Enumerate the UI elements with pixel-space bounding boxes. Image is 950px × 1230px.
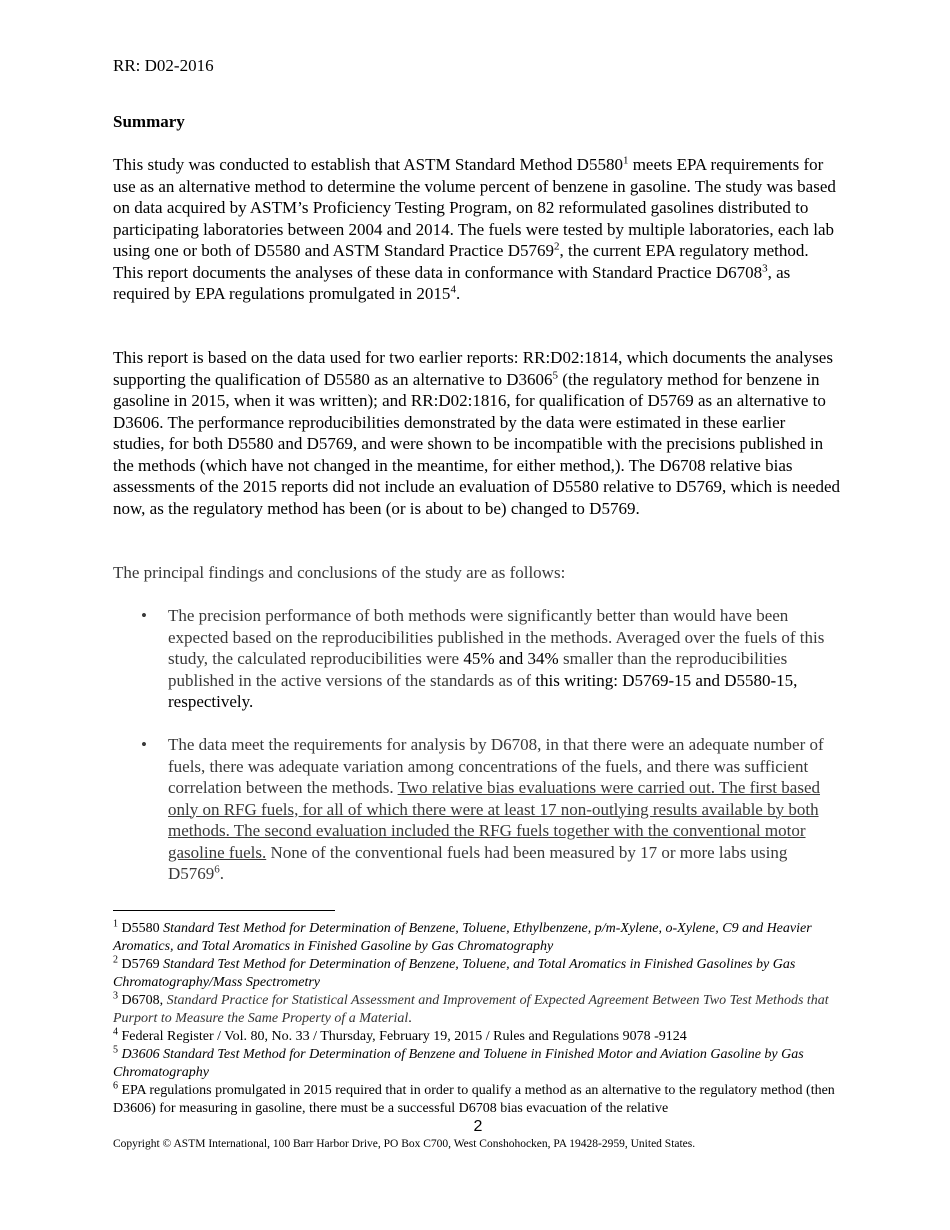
- footnote-ref-5: 5: [552, 368, 559, 381]
- b2-text-c: .: [219, 864, 225, 883]
- b1-text-d: this writing: D5769-15 and D5580-15, respectively.: [168, 670, 798, 711]
- footnote-2-number: 2: [113, 954, 118, 966]
- findings-list-1: [113, 605, 841, 713]
- footnote-ref-6: 6: [214, 863, 220, 876]
- footnote-2: [113, 956, 841, 992]
- summary-paragraph-2: [113, 347, 841, 519]
- footnote-ref-4: 4: [450, 283, 456, 296]
- footnote-1-number: 1: [113, 918, 118, 930]
- footnote-5-number: 5: [113, 1044, 118, 1056]
- bullet-icon: •: [141, 735, 147, 754]
- p1-text-b: meets EPA requirements for use as an alternative method to determine the volume percent of benzene in gasoline. The study was based on data acquired by ASTM’s Proficiency Testing Program, on 82 reformulated gasolines distributed to participating laboratories between 2004 and 2014. The fuels were tested by multiple laboratories, each lab using one or both of D5580 and ASTM Standard Practice D5769: [113, 155, 836, 260]
- footnote-4: [113, 1028, 841, 1046]
- footnote-6-text: EPA regulations promulgated in 2015 required that in order to qualify a method as an alternative to the regulatory method (then D3606) for measuring in gasoline, there must be a successful D6708 bias evacuation of the relative: [113, 1083, 835, 1116]
- copyright-notice: Copyright © ASTM International, 100 Barr Harbor Drive, PO Box C700, West Conshohocken, PA 19428-2959, United States.: [113, 1138, 696, 1150]
- footnote-3-end: .: [408, 1011, 412, 1026]
- b1-text-b: 45% and 34%: [463, 649, 559, 668]
- summary-paragraph-1: [113, 154, 841, 305]
- p1-text-a: This study was conducted to establish that ASTM Standard Method D5580: [113, 155, 623, 174]
- footnote-2-title: Standard Test Method for Determination of Benzene, Toluene, and Total Aromatics in Finished Gasolines by Gas Chromatography/Mass Spectrometry: [113, 957, 796, 990]
- footnote-4-text: Federal Register / Vol. 80, No. 33 / Thursday, February 19, 2015 / Rules and Regulations 9078 -9124: [118, 1029, 687, 1044]
- footnote-1-title: Standard Test Method for Determination of Benzene, Toluene, Ethylbenzene, p/m-Xylene, o-Xylene, C9 and Heavier Aromatics, and Total Aromatics in Finished Gasoline by Gas Chromatography: [113, 921, 812, 954]
- footnote-ref-1: 1: [622, 154, 629, 167]
- footnote-3-title: Standard Practice for Statistical Assessment and Improvement of Expected Agreement Between Two Test Methods that Purport to Measure the Same Property of a Material: [113, 993, 829, 1026]
- b2-underlined-text: Two relative bias evaluations were carried out. The first based only on RFG fuels, for all of which there were at least 17 non-outlying results available by both methods. The second evaluation included the RFG fuels together with the conventional motor gasoline fuels.: [168, 778, 820, 862]
- footnote-3-code: D6708,: [118, 993, 167, 1008]
- footnote-6: [113, 1082, 841, 1118]
- footnote-6-number: 6: [113, 1080, 118, 1092]
- bullet-icon: •: [141, 606, 147, 625]
- findings-intro: The principal findings and conclusions of the study are as follows:: [113, 563, 566, 582]
- b1-text-c: smaller than the reproducibilities published in the active versions of the standards as of: [168, 649, 788, 690]
- finding-item-d6708: [113, 734, 841, 885]
- footnote-3-number: 3: [113, 990, 118, 1002]
- summary-heading: Summary: [113, 112, 185, 131]
- p2-text-b: (the regulatory method for benzene in gasoline in 2015, when it was written); and RR:D02:1816, for qualification of D5769 as an alternative to D3606. The performance reproducibilities demonstrated by the data were estimated in these earlier studies, for both D5580 and D5769, and were shown to be incompatible with the precisions published in the methods (which have not changed in the meantime, for either method,). The D6708 relative bias assessments of the 2015 reports did not include an evaluation of D5580 relative to D5769, which is needed now, as the regulatory method has been (or is about to be) changed to D5769.: [113, 369, 841, 518]
- p1-text-d: , as required by EPA regulations promulgated in 2015: [113, 262, 791, 303]
- footnote-1-code: D5580: [118, 921, 164, 936]
- finding-item-precision: [113, 605, 841, 713]
- b1-text-a: The precision performance of both methods were significantly better than would have been expected based on the reproducibilities published in the methods. Averaged over the fuels of this study, the calculated reproducibilities were: [168, 606, 825, 668]
- p1-text-c: , the current EPA regulatory method. This report documents the analyses of these data in conformance with Standard Practice D6708: [113, 241, 809, 282]
- footnotes: [113, 920, 841, 1118]
- footnote-5: [113, 1046, 841, 1082]
- footnote-separator: [113, 910, 335, 911]
- footnote-5-title: D3606 Standard Test Method for Determination of Benzene and Toluene in Finished Motor and Aviation Gasoline by Gas Chromatography: [113, 1047, 804, 1080]
- page-number: 2: [473, 1118, 483, 1135]
- footnote-ref-3: 3: [762, 261, 768, 274]
- b2-text-a: The data meet the requirements for analysis by D6708, in that there were an adequate number of fuels, there was adequate variation among concentrations of the fuels, and there was sufficient correlation between the methods.: [168, 735, 824, 797]
- findings-list-2: [113, 734, 841, 885]
- footnote-ref-2: 2: [554, 240, 560, 253]
- b2-text-b: None of the conventional fuels had been measured by 17 or more labs using D5769: [168, 842, 788, 883]
- document-id-header: RR: D02-2016: [113, 56, 214, 75]
- footnote-2-code: D5769: [118, 957, 164, 972]
- footnote-3: [113, 992, 841, 1028]
- p1-text-e: .: [455, 284, 461, 303]
- p2-text-a: This report is based on the data used for two earlier reports: RR:D02:1814, which documents the analyses supporting the qualification of D5580 as an alternative to D3606: [113, 348, 833, 389]
- footnote-4-number: 4: [113, 1026, 118, 1038]
- footnote-1: [113, 920, 841, 956]
